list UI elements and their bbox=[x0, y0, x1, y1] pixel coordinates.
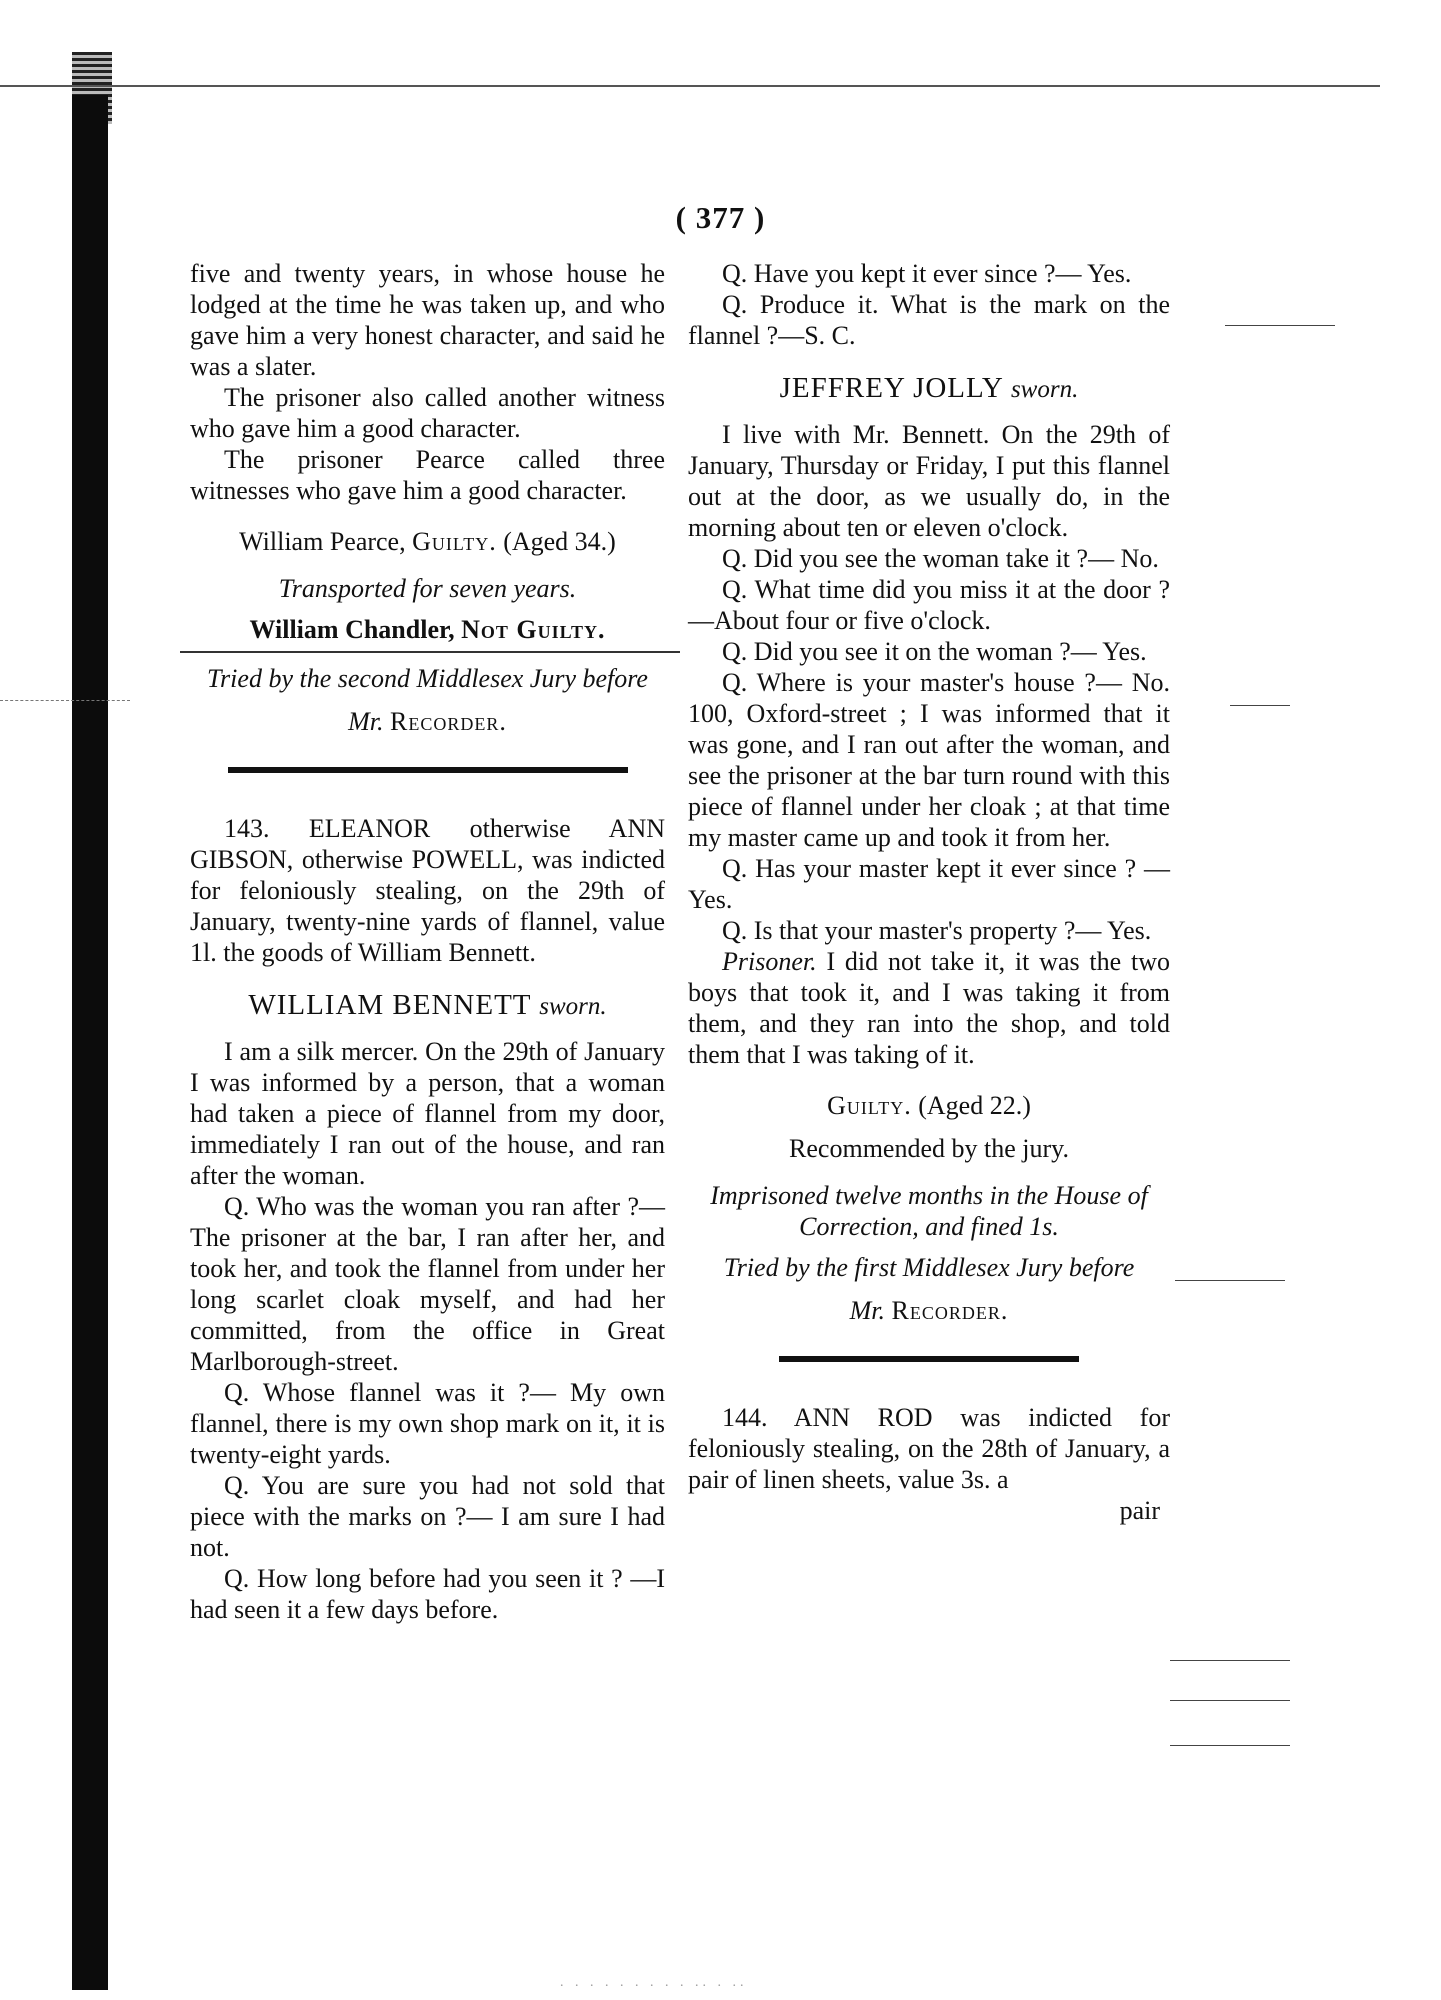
testimony: Q. Have you kept it ever since ?— Yes. bbox=[722, 259, 1132, 288]
witness-heading bbox=[688, 373, 1170, 405]
witness-heading bbox=[190, 990, 665, 1022]
binding-edge bbox=[72, 95, 108, 1990]
honorific: Mr. bbox=[348, 707, 384, 736]
testimony: Q. You are sure you had not sold that piece with the marks on ?— I am sure I had not. bbox=[190, 1471, 665, 1562]
sworn-label: sworn. bbox=[539, 993, 607, 1020]
margin-mark bbox=[1170, 1700, 1290, 1701]
margin-mark bbox=[0, 700, 130, 702]
verdict-gibson bbox=[688, 1090, 1170, 1121]
testimony: I am a silk mercer. On the 29th of January I was informed by a person, that a woman had taken a piece of flannel from my door, immediately I ran out of the house, and ran after the woman. bbox=[190, 1037, 665, 1190]
tried-by-recorder bbox=[190, 706, 665, 737]
recommendation: Recommended by the jury. bbox=[789, 1134, 1069, 1163]
age: (Aged 22.) bbox=[918, 1091, 1031, 1120]
verdict-text: Guilty. bbox=[412, 527, 497, 556]
defendant-name: William Chandler, bbox=[249, 615, 455, 644]
testimony: Q. Has your master kept it ever since ? —Yes. bbox=[688, 854, 1170, 914]
testimony: Q. Is that your master's property ?— Yes. bbox=[722, 916, 1152, 945]
prisoner-defence bbox=[688, 946, 1170, 1070]
age: (Aged 34.) bbox=[503, 527, 616, 556]
sworn-label: sworn. bbox=[1010, 376, 1079, 403]
divider bbox=[180, 651, 680, 653]
testimony: Q. Did you see it on the woman ?— Yes. bbox=[722, 637, 1147, 666]
page-number: ( 377 ) bbox=[675, 200, 766, 235]
margin-mark bbox=[1225, 325, 1335, 326]
case-separator bbox=[779, 1356, 1079, 1362]
honorific: Mr. bbox=[849, 1296, 886, 1325]
tried-by: Tried by the second Middlesex Jury before bbox=[207, 664, 648, 693]
top-rule bbox=[0, 85, 1380, 87]
sentence: Imprisoned twelve months in the House of Correction, and fined 1s. bbox=[710, 1181, 1148, 1241]
margin-mark bbox=[1175, 1280, 1285, 1281]
tried-by-recorder bbox=[688, 1295, 1170, 1326]
testimony: Q. Whose flannel was it ?— My own flannel, there is my own shop mark on it, it is twenty-eight yards. bbox=[190, 1378, 665, 1469]
right-column bbox=[688, 258, 1170, 1526]
witness-name: WILLIAM BENNETT bbox=[248, 989, 531, 1021]
tried-by: Tried by the first Middlesex Jury before bbox=[723, 1253, 1135, 1282]
testimony: Q. What time did you miss it at the door ?—About four or five o'clock. bbox=[688, 575, 1170, 635]
defendant-name: William Pearce, bbox=[239, 527, 406, 556]
recorder: Recorder. bbox=[390, 707, 507, 736]
testimony: Q. Where is your master's house ?— No. 100, Oxford-street ; I was informed that it was gone, and I ran out after the woman, and see the prisoner at the bar turn round with this piece of flannel under her cloak ; at that time my master came up and took it from her. bbox=[688, 668, 1170, 852]
sentence: Transported for seven years. bbox=[278, 574, 577, 603]
case-separator bbox=[228, 767, 628, 773]
verdict-text: Guilty. bbox=[827, 1091, 912, 1120]
testimony: I live with Mr. Bennett. On the 29th of January, Thursday or Friday, I put this flannel out at the door, as we usually do, in the morning about ten or eleven o'clock. bbox=[688, 420, 1170, 542]
margin-mark bbox=[1230, 705, 1290, 706]
paragraph: five and twenty years, in whose house he lodged at the time he was taken up, and who gave him a very honest character, and said he was a slater. bbox=[190, 259, 665, 381]
witness-name: JEFFREY JOLLY bbox=[779, 372, 1003, 404]
paragraph: The prisoner also called another witness who gave him a good character. bbox=[190, 383, 665, 443]
case-144-indictment: 144. ANN ROD was indicted for feloniously stealing, on the 28th of January, a pair of linen sheets, value 3s. a bbox=[688, 1403, 1170, 1494]
testimony: Q. How long before had you seen it ? —I had seen it a few days before. bbox=[190, 1564, 665, 1624]
paragraph: The prisoner Pearce called three witnesses who gave him a good character. bbox=[190, 445, 665, 505]
margin-mark bbox=[1170, 1745, 1290, 1746]
prisoner-label: Prisoner. bbox=[722, 947, 817, 976]
verdict-chandler bbox=[190, 614, 665, 645]
left-column bbox=[190, 258, 665, 1625]
recorder: Recorder. bbox=[891, 1296, 1009, 1325]
scan-specks: . . . . . . . . . .. . .. bbox=[560, 1975, 748, 1990]
verdict-text: Not Guilty. bbox=[461, 615, 606, 644]
catchword: pair bbox=[1119, 1496, 1160, 1525]
prisoner-text: I did not take it, it was the two boys that took it, and I was taking it from them, and they ran into the shop, and told them that I was taking of it. bbox=[688, 947, 1170, 1069]
testimony: Q. Produce it. What is the mark on the flannel ?—S. C. bbox=[688, 290, 1170, 350]
verdict-pearce bbox=[190, 526, 665, 557]
testimony: Q. Did you see the woman take it ?— No. bbox=[722, 544, 1159, 573]
margin-mark bbox=[1170, 1660, 1290, 1661]
testimony: Q. Who was the woman you ran after ?— The prisoner at the bar, I ran after her, and took her, and took the flannel from under her long scarlet cloak myself, and had her committed, from the office in Great Marlborough-street. bbox=[190, 1192, 665, 1376]
case-143-indictment: 143. ELEANOR otherwise ANN GIBSON, otherwise POWELL, was indicted for feloniously stealing, on the 29th of January, twenty-nine yards of flannel, value 1l. the goods of William Bennett. bbox=[190, 814, 665, 967]
